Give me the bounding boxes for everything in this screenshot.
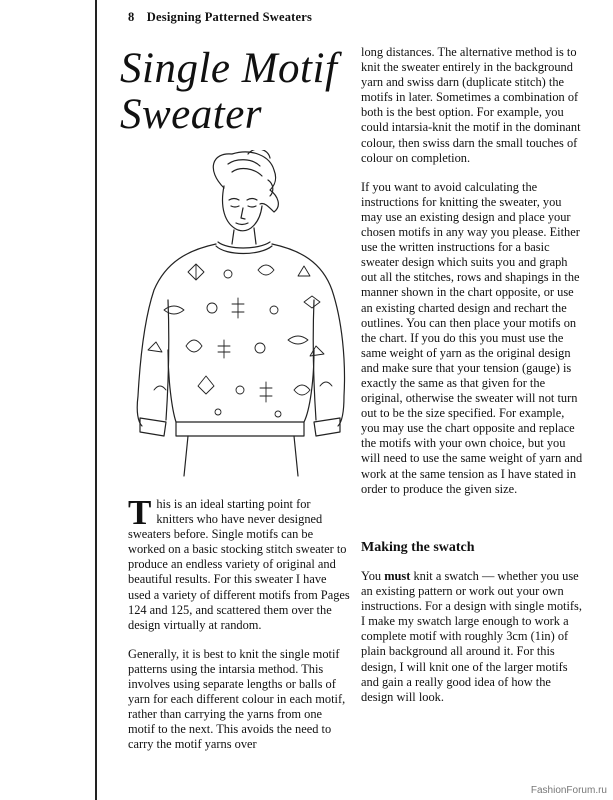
- alternative-method-paragraph: long distances. The alternative method is to knit the sweater entirely in the background yarn and swiss darn (duplicate stitch) the motifs in later. Sometimes a combination of both is the best option. For example, you could intarsia-knit the motif in the dominant colour, then swiss darn the small touches of colour on completion.: [361, 45, 581, 165]
- eyes: [231, 206, 256, 207]
- swatch-lead: You: [361, 569, 385, 583]
- swatch-column: [361, 569, 583, 719]
- motif-leaf: [188, 264, 204, 280]
- left-cuff: [140, 418, 166, 436]
- motif-leaf: [294, 385, 310, 395]
- motif-holly: [310, 346, 324, 356]
- page-title: [120, 46, 350, 138]
- section-heading: Making the swatch: [361, 540, 475, 555]
- motif-leaf: [164, 306, 184, 314]
- title-line-1: Single Motif: [120, 45, 338, 92]
- motif-fern: [232, 298, 244, 318]
- left-sleeve-outer: [137, 244, 216, 426]
- motif-acorn: [236, 386, 244, 394]
- right-sleeve-outer: [272, 244, 345, 426]
- motif-fern: [260, 382, 272, 402]
- eyebrows: [229, 199, 257, 201]
- motif-berry: [275, 411, 281, 417]
- motif-berry: [298, 266, 310, 276]
- motif-holly: [148, 342, 162, 352]
- title-line-2: Sweater: [120, 91, 263, 138]
- left-column: [128, 493, 350, 767]
- intarsia-paragraph: Generally, it is best to knit the single motif patterns using the intarsia method. This involves using separate lengths or balls of yarn for each different colour in each motif, rather than carrying the yarns from one motif to the next. This avoids the need to carry the motif yarns over: [128, 646, 346, 752]
- motif-acorn: [255, 343, 265, 353]
- motif-leaf: [320, 382, 332, 386]
- running-header: [128, 10, 312, 25]
- nose: [241, 208, 245, 219]
- drop-cap: T: [128, 493, 152, 532]
- swatch-emphasis: must: [384, 569, 411, 583]
- motif-acorn: [270, 306, 278, 314]
- legs: [184, 436, 298, 476]
- hair-strands: [228, 160, 273, 196]
- collar: [216, 242, 272, 254]
- intro-text: his is an ideal starting point for knitters who have never designed sweaters before. Single motifs can be worked on a basic stocking stitch sweater to produce an endless variety of original and beautiful results. For this sweater I have used a variety of different motifs from Pages 124 and 125, and scattered them over the design virtually at random.: [128, 497, 350, 632]
- motif-leaf: [288, 336, 308, 344]
- waistband: [176, 422, 304, 436]
- mouth: [236, 223, 248, 225]
- right-column: [361, 45, 583, 511]
- motif-berry: [215, 409, 221, 415]
- watermark: FashionForum.ru: [530, 785, 607, 796]
- page-number: 8: [128, 10, 135, 24]
- sweater-illustration: [128, 150, 350, 480]
- motif-acorn: [224, 270, 232, 278]
- existing-design-paragraph: If you want to avoid calculating the instructions for knitting the sweater, you may use an existing design and place your chosen motifs in any way you please. Either use the written instructions for a basic sweater design which suits you and graph out all the stitches, rows and shapings in the manner shown in the chart opposite, or use an existing charted design and rechart the outlines. You can then place your motifs on the chart. If you do this you must use the same weight of yarn as the original design and make sure that your tension (gauge) is exactly the same as that given for the original, otherwise the sweater will not turn out to be the size specified. For example, you may use the chart opposite and replace the motifs with your own choice, but you will need to use the same weight of yarn and work at the same tension as I have stated in order to produce the given size.: [361, 179, 583, 496]
- motif-fern: [218, 340, 230, 358]
- motif-leaf: [258, 265, 274, 275]
- intro-paragraph: [128, 493, 350, 633]
- motif-holly: [198, 376, 214, 394]
- knitted-motifs: [148, 264, 332, 417]
- swatch-paragraph: [361, 569, 583, 705]
- running-title: Designing Patterned Sweaters: [146, 10, 313, 24]
- motif-leaf: [186, 340, 202, 352]
- right-cuff: [314, 418, 340, 436]
- motif-leaf: [154, 386, 166, 390]
- swatch-text: knit a swatch — whether you use an existing pattern or work out your own instructions. For a design with single motifs, I make my swatch large enough to work a complete motif with roughly 3cm (1in) of plain background all around it. For this design, I will knit one of the larger motifs and gain a really good idea of how the design will look.: [361, 569, 582, 704]
- motif-acorn: [207, 303, 217, 313]
- margin-rule: [95, 0, 97, 800]
- motif-leaf: [304, 296, 320, 308]
